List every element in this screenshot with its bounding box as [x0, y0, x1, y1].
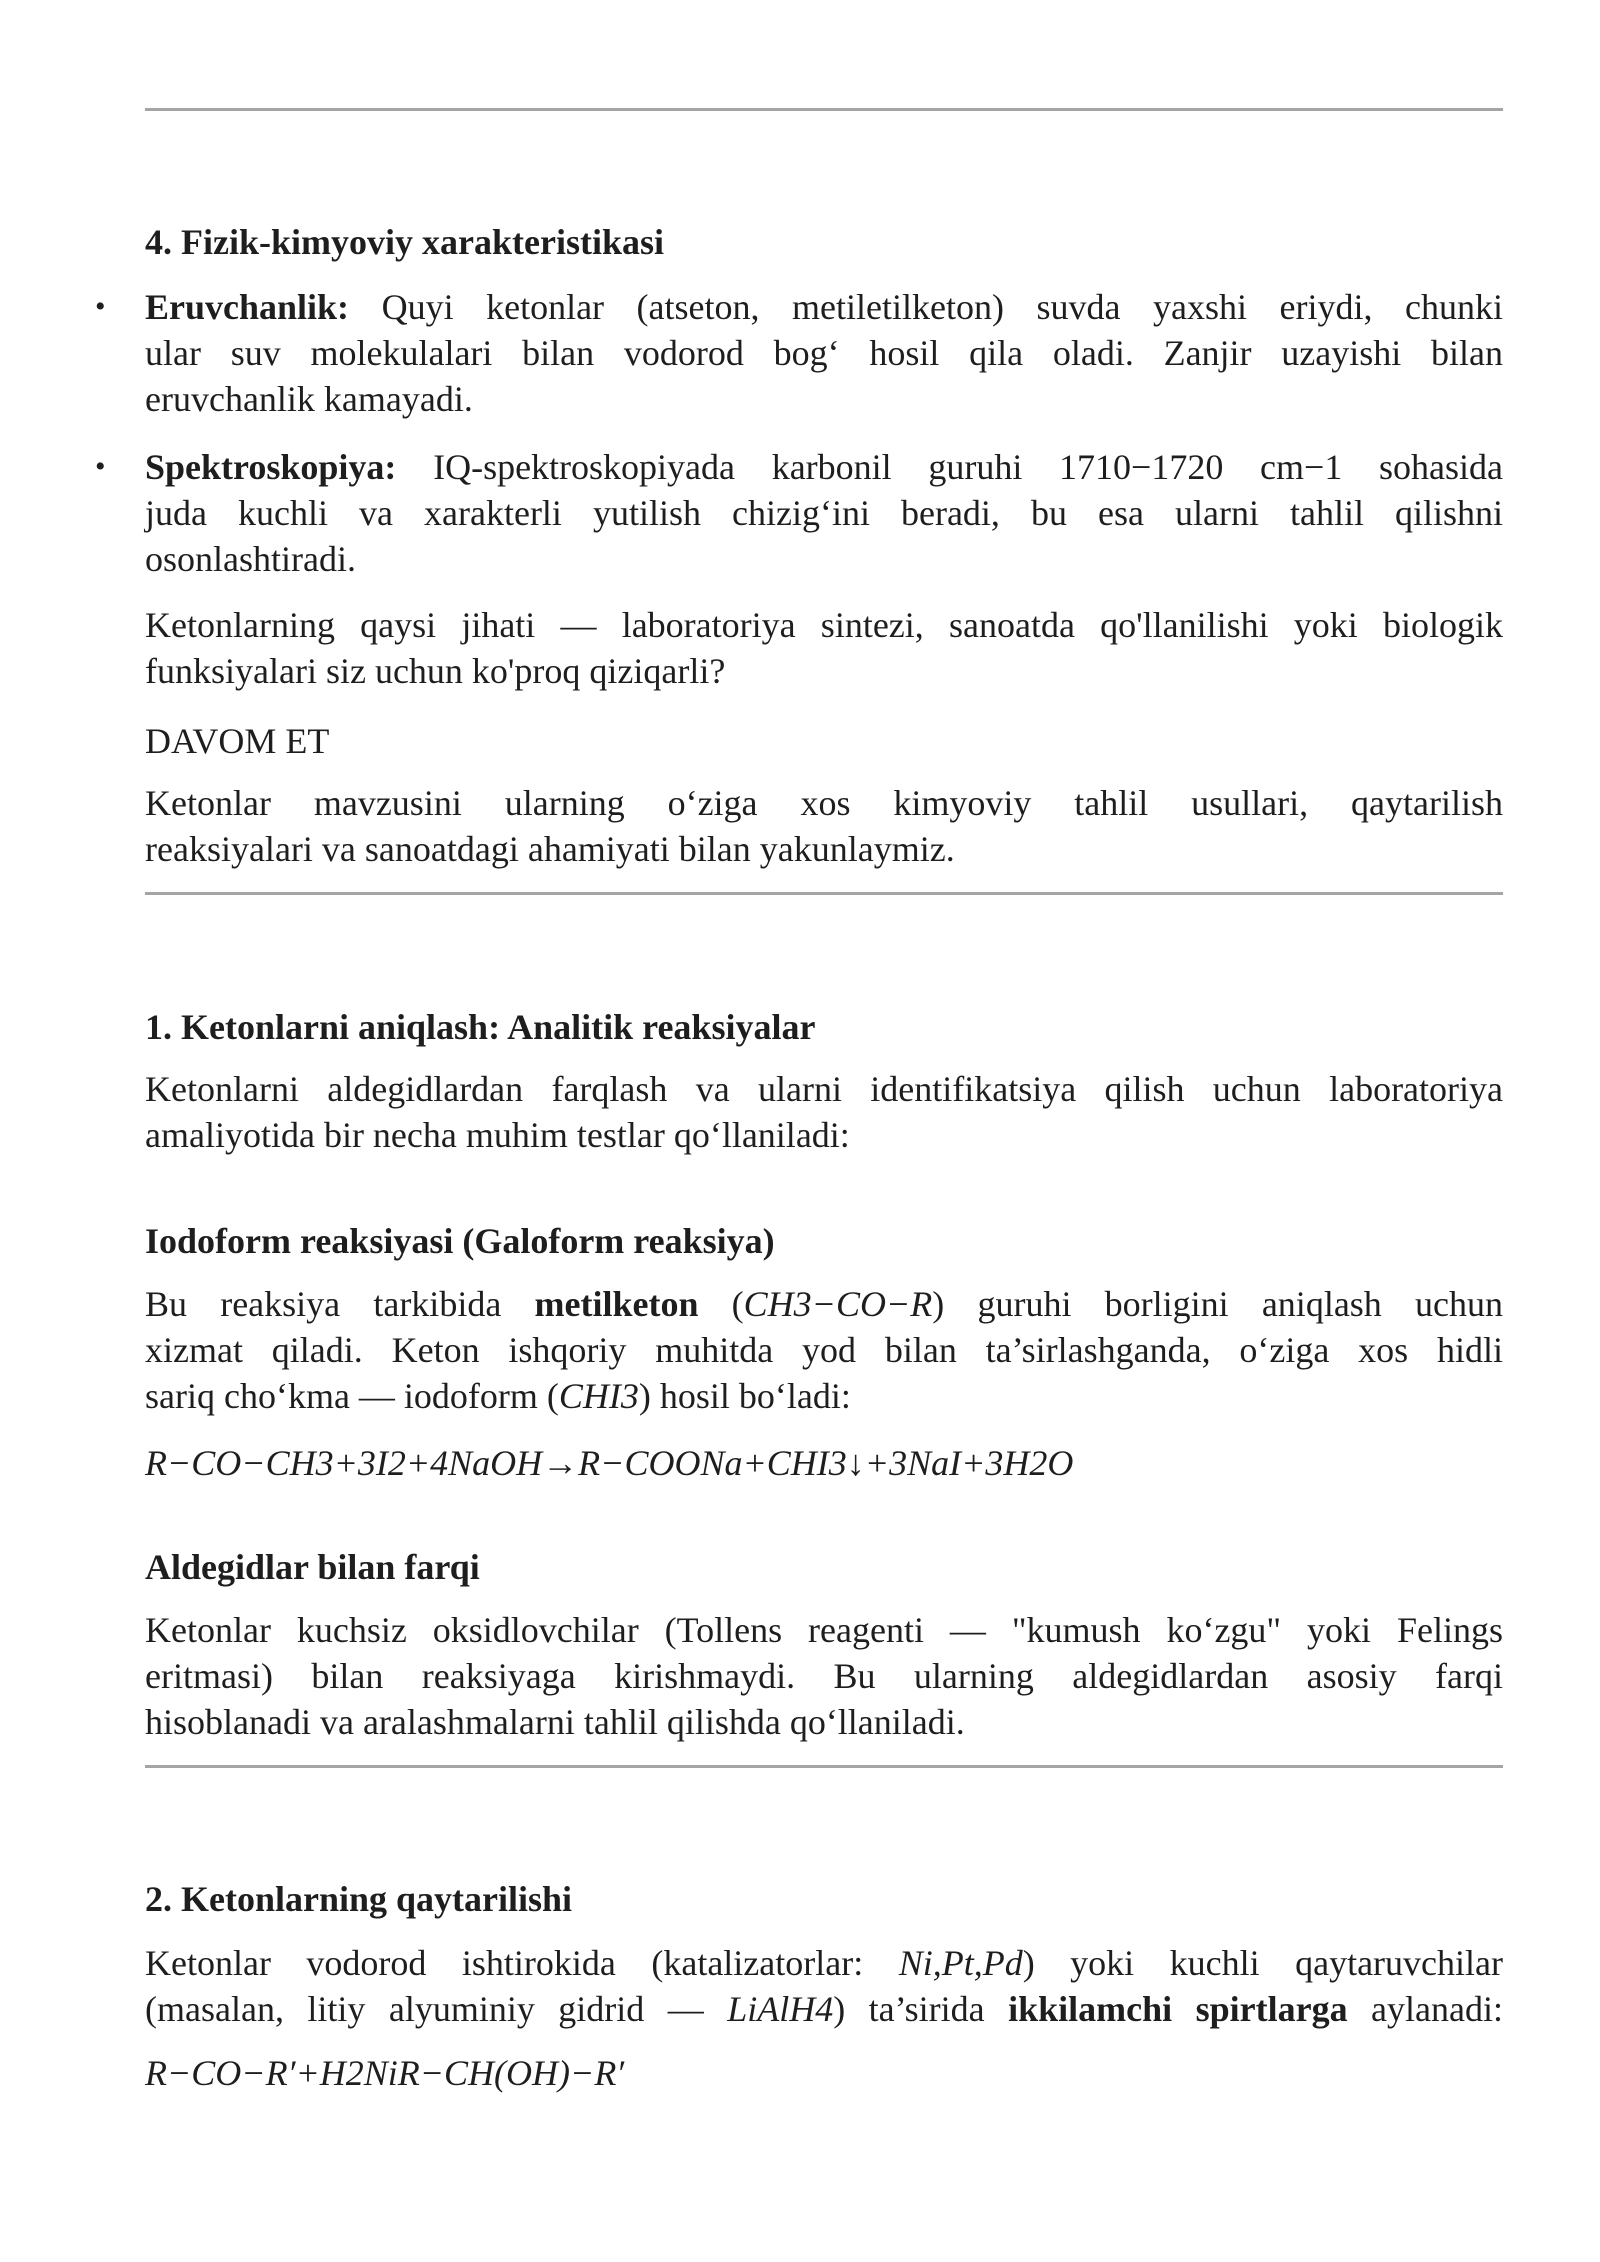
iodoform-paragraph: Bu reaksiya tarkibida metilketon (CH3−CO−R) guruhi borligini aniqlash uchun xizmat qiladi. Keton ishqoriy muhitda yod bilan ta’sirlashganda, o‘ziga xos hidli sariq cho‘kma — iodoform (CHI3) hosil bo‘ladi:	[145, 1284, 1503, 1416]
formula: CH3−CO−R	[743, 1284, 933, 1324]
bullet-item-solubility: • Eruvchanlik: Quyi ketonlar (atseton, metiletilketon) suvda yaxshi eriydi, chunki ular suv molekulalari bilan vodorod bog‘ hosil qila oladi. Zanjir uzayishi bilan eruvchanlik kamayadi.	[145, 284, 1503, 422]
section-heading: 2. Ketonlarning qaytarilishi	[145, 1879, 573, 1919]
bullet-icon: •	[95, 450, 106, 483]
section-heading: 4. Fizik-kimyoviy xarakteristikasi	[145, 222, 664, 262]
reduction-paragraph: Ketonlar vodorod ishtirokida (katalizatorlar: Ni,Pt,Pd) yoki kuchli qaytaruvchilar (masalan, litiy alyuminiy gidrid — LiAlH4) ta’sirida ikkilamchi spirtlarga aylanadi:	[145, 1943, 1503, 2029]
equation: R−CO−R′+H2NiR−CH(OH)−R′	[145, 2053, 625, 2093]
bullet-item-spectroscopy: • Spektroskopiya: IQ-spektroskopiyada karbonil guruhi 1710−1720 cm−1 sohasida juda kuchli va xarakterli yutilish chizig‘ini beradi, bu esa ularni tahlil qilishni osonlashtiradi.	[145, 444, 1503, 582]
bullet-icon: •	[95, 290, 106, 323]
divider	[145, 1765, 1503, 1768]
equation: R−CO−CH3+3I2+4NaOH→R−COONa+CHI3↓+3NaI+3H2O	[145, 1443, 1074, 1483]
formula: Ni,Pt,Pd	[898, 1943, 1023, 1983]
term: Eruvchanlik:	[145, 287, 350, 327]
term: Spektroskopiya:	[145, 447, 397, 487]
section-heading: 1. Ketonlarni aniqlash: Analitik reaksiyalar	[145, 1007, 816, 1047]
subsection-heading: Iodoform reaksiyasi (Galoform reaksiya)	[145, 1221, 775, 1261]
continue-text: DAVOM ET	[145, 721, 330, 761]
divider	[145, 892, 1503, 895]
divider	[145, 108, 1503, 111]
intro-paragraph: Ketonlar mavzusini ularning o‘ziga xos kimyoviy tahlil usullari, qaytarilish reaksiyalari va sanoatdagi ahamiyati bilan yakunlaymiz.	[145, 783, 1503, 869]
formula: LiAlH4	[727, 1989, 834, 2029]
formula: CHI3	[558, 1376, 639, 1416]
subsection-heading: Aldegidlar bilan farqi	[145, 1547, 480, 1587]
question-paragraph: Ketonlarning qaysi jihati — laboratoriya sintezi, sanoatda qo'llanilishi yoki biologik funksiyalari siz uchun ko'proq qiziqarli?	[145, 605, 1503, 691]
aldehyde-paragraph: Ketonlar kuchsiz oksidlovchilar (Tollens reagenti — "kumush ko‘zgu" yoki Felings eritmasi) bilan reaksiyaga kirishmaydi. Bu ularning aldegidlardan asosiy farqi hisoblanadi va aralashmalarni tahlil qilishda qo‘llaniladi.	[145, 1610, 1503, 1742]
paragraph: Ketonlarni aldegidlardan farqlash va ularni identifikatsiya qilish uchun laboratoriya amaliyotida bir necha muhim testlar qo‘llaniladi:	[145, 1069, 1503, 1155]
